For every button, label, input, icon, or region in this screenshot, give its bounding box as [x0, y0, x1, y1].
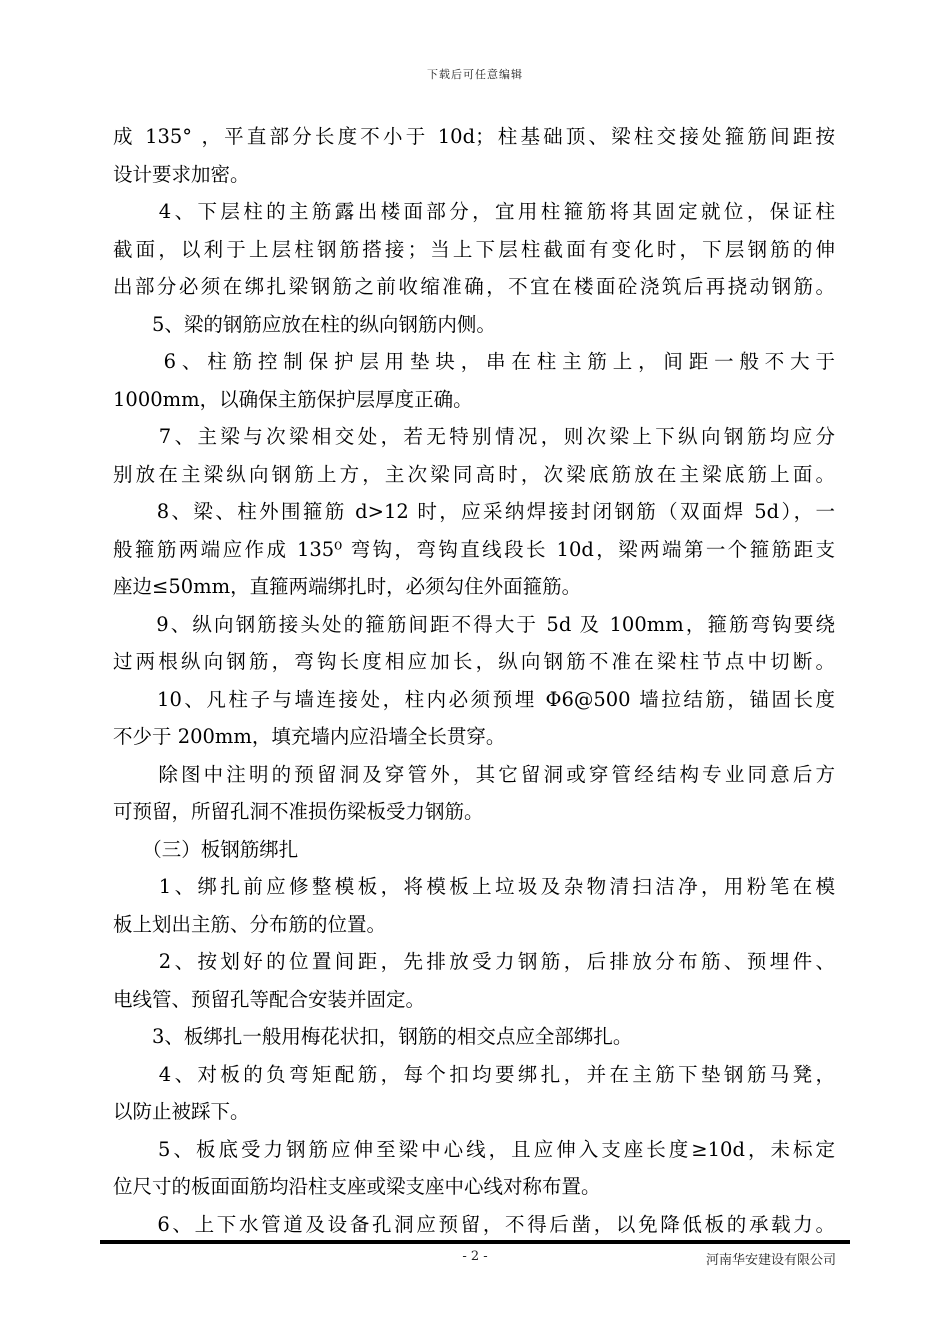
text-line: 10、凡柱子与墙连接处，柱内必须预埋 Φ6@500 墙拉结筋，锚固长度: [113, 687, 835, 711]
text-line: 6、上下水管道及设备孔洞应预留，不得后凿，以免降低板的承载力。: [113, 1212, 835, 1236]
text-line: 板上划出主筋、分布筋的位置。: [113, 912, 387, 936]
text-line: 过两根纵向钢筋，弯钩长度相应加长，纵向钢筋不准在梁柱节点中切断。: [113, 650, 835, 673]
company-name: 河南华安建设有限公司: [705, 1253, 836, 1268]
text-line: 7、主梁与次梁相交处，若无特别情况，则次梁上下纵向钢筋均应分: [113, 425, 835, 448]
text-line: 电线管、预留孔等配合安装并固定。: [113, 987, 426, 1011]
text-line: 5、梁的钢筋应放在柱的纵向钢筋内侧。: [113, 312, 496, 336]
text-line: 4、对板的负弯矩配筋，每个扣均要绑扎，并在主筋下垫钢筋马凳，: [113, 1062, 835, 1086]
text-line: 6、柱筋控制保护层用垫块，串在柱主筋上，间距一般不大于: [113, 350, 835, 373]
text-line: 1000mm，以确保主筋保护层厚度正确。: [113, 387, 473, 411]
footer-divider: [100, 1240, 850, 1244]
text-line: 1、绑扎前应修整模板，将模板上垃圾及杂物清扫洁净，用粉笔在模: [113, 875, 835, 898]
text-line: 般箍筋两端应作成 135⁰ 弯钩，弯钩直线段长 10d，梁两端第一个箍筋距支: [113, 537, 835, 561]
text-line: 设计要求加密。: [113, 162, 250, 186]
text-line: 9、纵向钢筋接头处的箍筋间距不得大于 5d 及 100mm，箍筋弯钩要绕: [113, 612, 835, 636]
text-line: 以防止被踩下。: [113, 1100, 250, 1123]
text-line: 位尺寸的板面面筋均沿柱支座或梁支座中心线对称布置。: [113, 1175, 601, 1198]
text-line: 座边≤50mm，直箍两端绑扎时，必须勾住外面箍筋。: [113, 575, 582, 598]
text-line: （三）板钢筋绑扎: [113, 837, 299, 861]
text-line: 5、板底受力钢筋应伸至梁中心线，且应伸入支座长度≥10d，未标定: [113, 1137, 835, 1161]
text-line: 2、按划好的位置间距，先排放受力钢筋，后排放分布筋、预埋件、: [113, 950, 835, 973]
text-line: 除图中注明的预留洞及穿管外，其它留洞或穿管经结构专业同意后方: [113, 762, 835, 786]
page-number: - 2 -: [462, 1249, 488, 1264]
text-line: 出部分必须在绑扎梁钢筋之前收缩准确，不宜在楼面砼浇筑后再挠动钢筋。: [113, 275, 835, 298]
document-body: [113, 118, 835, 1243]
text-line: 别放在主梁纵向钢筋上方，主次梁同高时，次梁底筋放在主梁底筋上面。: [113, 462, 835, 486]
page-header: 下载后可任意编辑: [427, 68, 523, 81]
text-line: 可预留，所留孔洞不准损伤梁板受力钢筋。: [113, 800, 484, 823]
text-line: 4、下层柱的主筋露出楼面部分，宜用柱箍筋将其固定就位，保证柱: [113, 200, 835, 223]
text-line: 成 135° ，平直部分长度不小于 10d；柱基础顶、梁柱交接处箍筋间距按: [113, 125, 835, 148]
text-line: 3、板绑扎一般用梅花状扣，钢筋的相交点应全部绑扎。: [113, 1025, 633, 1048]
text-line: 8、梁、柱外围箍筋 d>12 时，应采纳焊接封闭钢筋（双面焊 5d），一: [113, 500, 835, 523]
text-line: 截面，以利于上层柱钢筋搭接；当上下层柱截面有变化时，下层钢筋的伸: [113, 237, 835, 261]
text-line: 不少于 200mm，填充墙内应沿墙全长贯穿。: [113, 725, 506, 748]
